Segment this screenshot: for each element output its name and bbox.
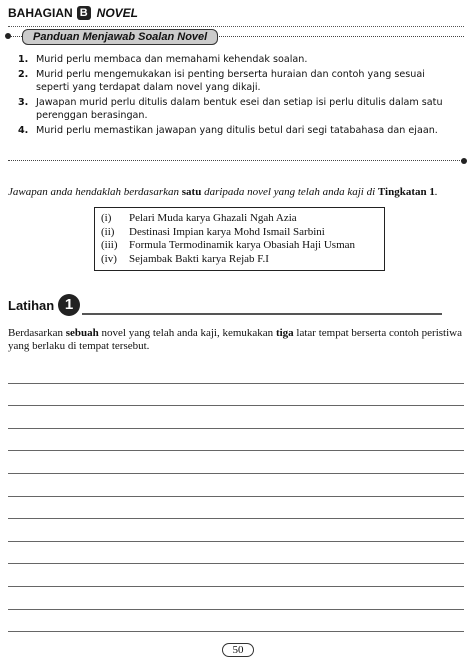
exercise-label: Latihan [8, 298, 55, 313]
section-divider [8, 26, 464, 27]
answer-line[interactable] [8, 406, 464, 429]
novel-title: Destinasi Impian karya Mohd Ismail Sarbini [129, 225, 325, 238]
section-label: BAHAGIAN [8, 6, 73, 20]
novel-number: (i) [101, 212, 112, 224]
answer-line[interactable] [8, 564, 464, 587]
bullet-dot-icon [461, 158, 467, 164]
question-bold: sebuah [65, 327, 99, 339]
exercise-question [8, 327, 466, 353]
question-text: novel yang telah anda kaji, kemukakan [98, 327, 276, 339]
answer-line[interactable] [8, 429, 464, 452]
guide-item-text: Murid perlu memastikan jawapan yang ditulis betul dari segi tatabahasa dan ejaan. [36, 125, 438, 136]
answer-line[interactable] [8, 451, 464, 474]
bullet-dot-icon [5, 33, 11, 39]
exercise-divider [82, 313, 442, 315]
instruction-text: daripada novel yang telah anda kaji di [201, 186, 378, 198]
guide-item-text: Jawapan murid perlu ditulis dalam bentuk esei dan setiap isi perlu ditulis dalam satu perenggan berasingan. [36, 97, 443, 121]
answer-line[interactable] [8, 587, 464, 610]
guide-item-number: 3. [18, 97, 29, 108]
guide-item-text: Murid perlu mengemukakan isi penting berserta huraian dan contoh yang sesuai seperti yang terdapat dalam novel yang dikaji. [36, 69, 425, 93]
answer-instruction [8, 186, 468, 198]
guide-item-number: 2. [18, 69, 29, 80]
section-letter-badge: B [77, 6, 91, 20]
novel-item [101, 239, 384, 253]
page-number: 50 [222, 643, 254, 657]
answer-line[interactable] [8, 361, 464, 384]
novel-number: (iii) [101, 239, 118, 251]
guide-item-text: Murid perlu membaca dan memahami kehendak soalan. [36, 54, 308, 65]
exercise-number-badge: 1 [58, 294, 80, 316]
guide-item [18, 68, 458, 94]
guide-title: Panduan Menjawab Soalan Novel [22, 29, 218, 45]
answer-line[interactable] [8, 474, 464, 497]
guide-item [18, 124, 458, 137]
question-bold: tiga [275, 327, 294, 339]
novel-list-box [94, 207, 385, 271]
answer-lines[interactable] [8, 361, 464, 632]
answer-line[interactable] [8, 610, 464, 633]
novel-number: (ii) [101, 225, 115, 238]
instruction-text: Jawapan anda hendaklah berdasarkan [8, 186, 182, 198]
section-header [8, 6, 138, 20]
novel-item [101, 253, 384, 267]
instruction-bold: Tingkatan 1 [377, 186, 435, 198]
guide-list [18, 53, 458, 139]
section-title: NOVEL [96, 6, 139, 20]
answer-guide-box [8, 31, 464, 161]
answer-line[interactable] [8, 519, 464, 542]
instruction-bold: satu [181, 186, 202, 198]
novel-title: Formula Termodinamik karya Obasiah Haji Usman [129, 239, 356, 251]
guide-item [18, 53, 458, 66]
question-text: latar tempat berserta contoh peristiwa yang berlaku di tempat tersebut. [8, 327, 462, 352]
guide-item-number: 1. [18, 54, 29, 65]
novel-number: (iv) [101, 252, 117, 265]
instruction-text: . [434, 186, 438, 198]
guide-item [18, 96, 458, 122]
answer-line[interactable] [8, 384, 464, 407]
exercise-header [8, 294, 468, 316]
novel-item [101, 212, 384, 226]
guide-item-number: 4. [18, 125, 29, 136]
answer-line[interactable] [8, 542, 464, 565]
novel-title: Sejambak Bakti karya Rejab F.I [129, 252, 269, 265]
novel-title: Pelari Muda karya Ghazali Ngah Azia [129, 212, 297, 224]
novel-item [101, 226, 384, 240]
question-text: Berdasarkan [8, 327, 66, 339]
answer-line[interactable] [8, 497, 464, 520]
